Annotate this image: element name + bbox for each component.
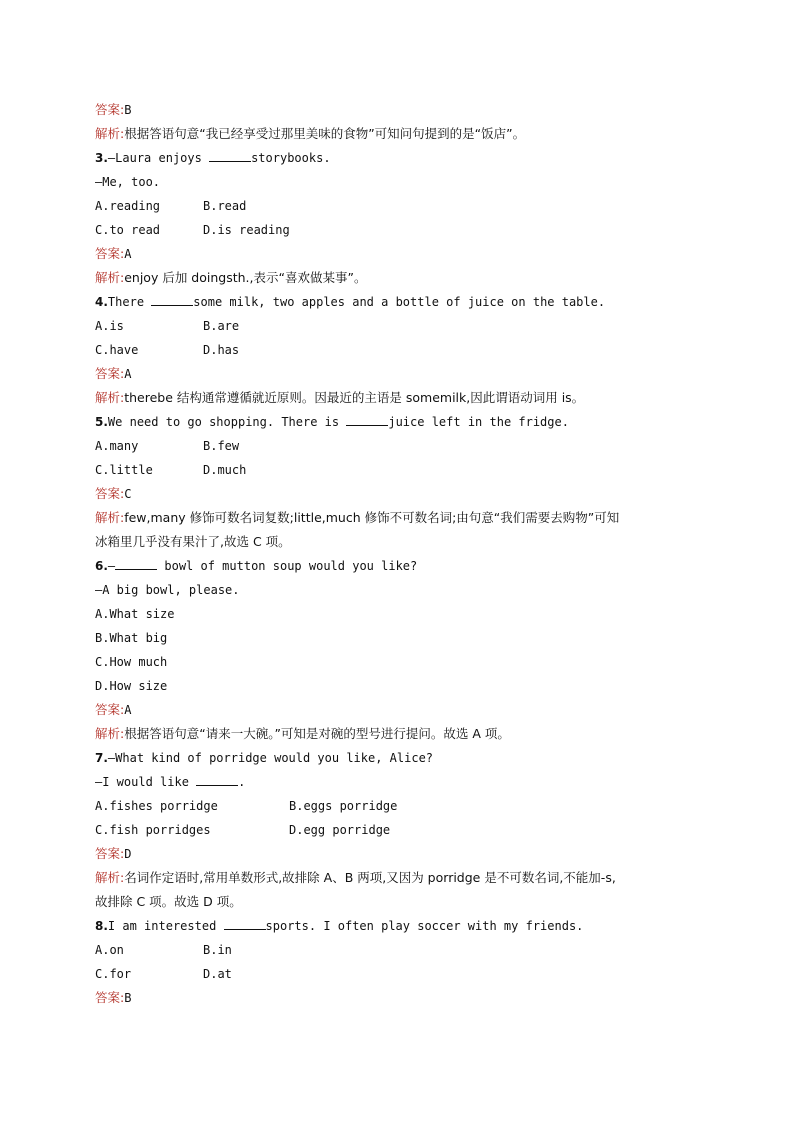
option-b: B.What big — [95, 631, 168, 645]
question-8-stem — [95, 914, 705, 938]
explanation-line — [95, 122, 705, 146]
question-6-answer — [95, 698, 705, 722]
fill-blank — [224, 915, 266, 930]
question-4-stem — [95, 290, 705, 314]
question-7-reply — [95, 770, 705, 794]
question-8-options-ab — [95, 938, 705, 962]
option-a: A.reading — [95, 199, 161, 213]
question-5-explanation — [95, 506, 705, 530]
answer-label: 答案: — [95, 102, 125, 117]
question-3-explanation — [95, 266, 705, 290]
question-4-options-cd — [95, 338, 705, 362]
answer-label: 答案: — [95, 366, 125, 381]
option-a: A.What size — [95, 607, 175, 621]
option-b: B.are — [203, 319, 240, 333]
option-c: C.for — [95, 967, 132, 981]
option-d: D.egg porridge — [289, 823, 391, 837]
explanation-text: therebe 结构通常遵循就近原则。因最近的主语是 somemilk,因此谓语动词用 is。 — [124, 390, 585, 405]
question-5-stem — [95, 410, 705, 434]
fill-blank — [196, 771, 238, 786]
question-7-answer — [95, 842, 705, 866]
question-6-stem — [95, 554, 705, 578]
question-6-explanation — [95, 722, 705, 746]
question-7-explanation-cont: 故排除 C 项。故选 D 项。 — [95, 894, 242, 909]
question-3-answer — [95, 242, 705, 266]
explanation-label: 解析: — [95, 270, 125, 285]
explanation-label: 解析: — [95, 510, 125, 525]
question-number: 3. — [95, 151, 108, 165]
explanation-text: few,many 修饰可数名词复数;little,much 修饰不可数名词;由句意“我们需要去购物”可知 — [124, 510, 620, 525]
answer-value: A — [124, 703, 132, 717]
answer-value: D — [124, 847, 132, 861]
question-4-answer — [95, 362, 705, 386]
option-c: C.fish porridges — [95, 823, 211, 837]
stem-part: —I would like — [95, 775, 197, 789]
option-d: D.at — [203, 967, 232, 981]
answer-value: C — [124, 487, 132, 501]
question-6-reply: —A big bowl, please. — [95, 583, 240, 597]
worksheet-page — [95, 98, 705, 1010]
explanation-label: 解析: — [95, 726, 125, 741]
stem-part: some milk, two apples and a bottle of juice on the table. — [193, 295, 606, 309]
option-a: A.is — [95, 319, 124, 333]
question-5-options-ab — [95, 434, 705, 458]
answer-label: 答案: — [95, 846, 125, 861]
option-b: B.few — [203, 439, 240, 453]
stem-part: storybooks. — [251, 151, 331, 165]
option-b: B.read — [203, 199, 247, 213]
question-8-options-cd — [95, 962, 705, 986]
question-5-explanation-cont: 冰箱里几乎没有果汁了,故选 C 项。 — [95, 534, 291, 549]
option-a: A.fishes porridge — [95, 799, 218, 813]
question-number: 6. — [95, 559, 108, 573]
question-7-stem — [95, 746, 705, 770]
stem-part: — — [107, 559, 116, 573]
question-7-options-cd — [95, 818, 705, 842]
question-7-options-ab — [95, 794, 705, 818]
answer-line — [95, 98, 705, 122]
question-number: 4. — [95, 295, 108, 309]
question-3-options-cd — [95, 218, 705, 242]
question-7-explanation — [95, 866, 705, 890]
explanation-text: 名词作定语时,常用单数形式,故排除 A、B 两项,又因为 porridge 是不可数名词,不能加-s, — [124, 870, 616, 885]
answer-value: B — [124, 991, 132, 1005]
explanation-label: 解析: — [95, 870, 125, 885]
explanation-text: 根据答语句意“请来一大碗。”可知是对碗的型号进行提问。故选 A 项。 — [124, 726, 510, 741]
stem-part: bowl of mutton soup would you like? — [157, 559, 418, 573]
fill-blank — [115, 555, 157, 570]
answer-label: 答案: — [95, 990, 125, 1005]
option-d: D.has — [203, 343, 240, 357]
question-5-options-cd — [95, 458, 705, 482]
question-3-options-ab — [95, 194, 705, 218]
stem-part: juice left in the fridge. — [388, 415, 569, 429]
explanation-text: enjoy 后加 doingsth.,表示“喜欢做某事”。 — [124, 270, 367, 285]
option-c: C.have — [95, 343, 139, 357]
stem-part: —What kind of porridge would you like, Alice? — [107, 751, 434, 765]
option-c: C.little — [95, 463, 153, 477]
answer-label: 答案: — [95, 246, 125, 261]
explanation-label: 解析: — [95, 390, 125, 405]
question-3-stem — [95, 146, 705, 170]
fill-blank — [151, 291, 193, 306]
explanation-label: 解析: — [95, 126, 125, 141]
question-number: 5. — [95, 415, 108, 429]
option-c: C.How much — [95, 655, 168, 669]
question-number: 7. — [95, 751, 108, 765]
question-number: 8. — [95, 919, 108, 933]
stem-part: There — [107, 295, 152, 309]
answer-label: 答案: — [95, 702, 125, 717]
option-d: D.much — [203, 463, 247, 477]
option-d: D.is reading — [203, 223, 290, 237]
question-4-options-ab — [95, 314, 705, 338]
answer-value: A — [124, 247, 132, 261]
stem-part: . — [238, 775, 246, 789]
stem-part: —Laura enjoys — [107, 151, 210, 165]
option-b: B.eggs porridge — [289, 799, 398, 813]
option-a: A.many — [95, 439, 139, 453]
option-a: A.on — [95, 943, 124, 957]
option-c: C.to read — [95, 223, 161, 237]
fill-blank — [346, 411, 388, 426]
question-3-reply: —Me, too. — [95, 175, 161, 189]
option-d: D.How size — [95, 679, 168, 693]
answer-value: B — [124, 103, 132, 117]
question-8-answer — [95, 986, 705, 1010]
answer-value: A — [124, 367, 132, 381]
option-b: B.in — [203, 943, 232, 957]
explanation-text: 根据答语句意“我已经享受过那里美味的食物”可知问句提到的是“饭店”。 — [124, 126, 526, 141]
stem-part: I am interested — [107, 919, 224, 933]
question-4-explanation — [95, 386, 705, 410]
answer-label: 答案: — [95, 486, 125, 501]
fill-blank — [209, 147, 251, 162]
stem-part: We need to go shopping. There is — [107, 415, 347, 429]
question-5-answer — [95, 482, 705, 506]
stem-part: sports. I often play soccer with my friends. — [265, 919, 584, 933]
